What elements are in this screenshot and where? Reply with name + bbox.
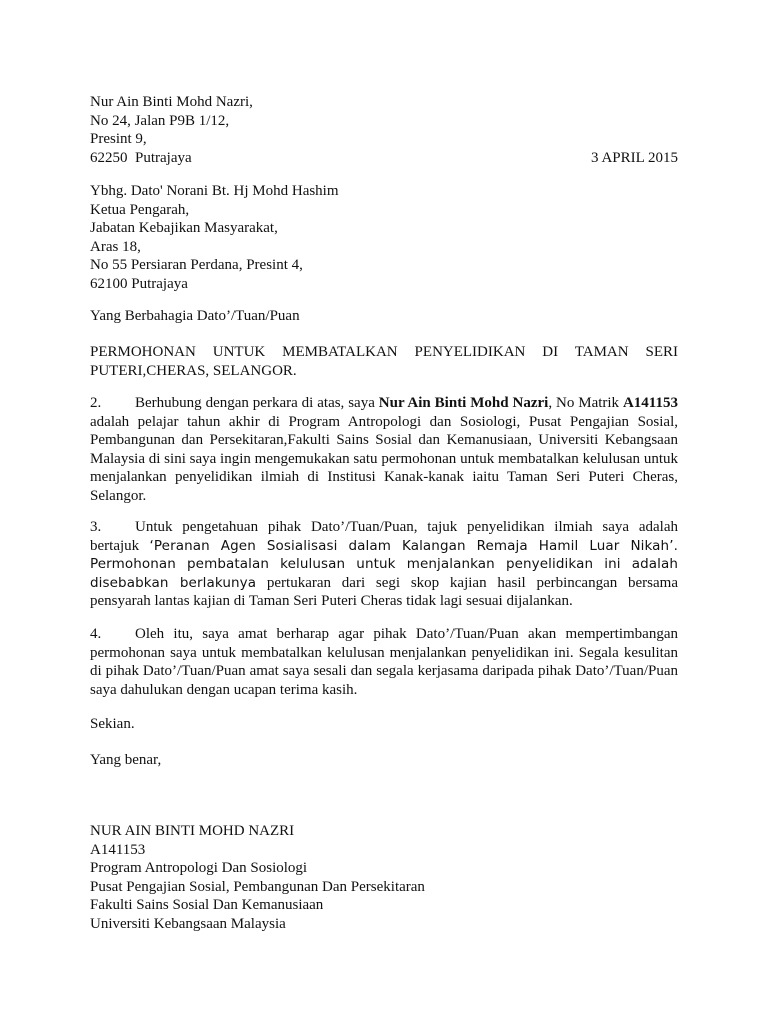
student-name: Nur Ain Binti Mohd Nazri — [378, 395, 549, 411]
paragraph-3-part-2: pertukaran dari segi skop kajian hasil perbincangan bersama pensyarah lantas kajian di Taman Seri Puteri Cheras tidak lagi sesuai dijalankan. — [90, 574, 678, 609]
paragraph-2-part-2: , No Matrik — [548, 395, 623, 411]
closing-yang-benar-text: Yang benar, — [90, 752, 162, 768]
signature-centre: Pusat Pengajian Sosial, Pembangunan Dan Persekitaran — [90, 878, 425, 895]
signature-name: NUR AIN BINTI MOHD NAZRI — [90, 823, 295, 839]
sender-address-line-1: No 24, Jalan P9B 1/12, — [90, 112, 230, 129]
paragraph-3-part-1: Untuk pengetahuan pihak Dato’/Tuan/Puan, tajuk penyelidikan ilmiah saya adalah bertajuk — [90, 519, 678, 554]
paragraph-4-number: 4. — [90, 626, 102, 642]
paragraph-2-part-1: Berhubung dengan perkara di atas, saya — [135, 395, 379, 411]
sender-address — [90, 93, 678, 167]
paragraph-4-body: Oleh itu, saya amat berharap agar pihak Dato’/Tuan/Puan akan mempertimbangan permohonan saya untuk membatalkan kelulusan menjalankan penyelidikan ini. Segala kesulitan di pihak Dato’/Tuan/Puan amat saya sesali dan segala kerjasama daripada pihak Dato’/Tuan/Puan saya dahulukan dengan ucapan terima kasih. — [90, 626, 678, 698]
signature-university: Universiti Kebangsaan Malaysia — [90, 915, 286, 932]
signature-block — [90, 822, 678, 933]
paragraph-2-text — [90, 394, 678, 505]
sender-name: Nur Ain Binti Mohd Nazri, — [90, 94, 253, 110]
subject-text: PERMOHONAN UNTUK MEMBATALKAN PENYELIDIKAN DI TAMAN SERI PUTERI,CHERAS, SELANGOR. — [90, 344, 678, 379]
recipient-name: Ybhg. Dato' Norani Bt. Hj Mohd Hashim — [90, 183, 339, 199]
signature-matric-number: A141153 — [90, 841, 146, 858]
recipient-floor: Aras 18, — [90, 238, 141, 255]
recipient-title: Ketua Pengarah, — [90, 201, 190, 218]
subject — [90, 343, 678, 380]
paragraph-3-text — [90, 518, 678, 611]
paragraph-4-text — [90, 625, 678, 699]
paragraph-2 — [90, 394, 678, 505]
signature-faculty: Fakulti Sains Sosial Dan Kemanusiaan — [90, 897, 324, 913]
recipient-street: No 55 Persiaran Perdana, Presint 4, — [90, 257, 303, 273]
signature-program: Program Antropologi Dan Sosiologi — [90, 860, 308, 876]
closing-sekian-text: Sekian. — [90, 716, 135, 732]
paragraph-4 — [90, 625, 678, 699]
salutation — [90, 307, 678, 326]
paragraph-2-part-3: adalah pelajar tahun akhir di Program Antropologi dan Sosiologi, Pusat Pengajian Sosial, Pembangunan dan Persekitaran,Fakulti Sains Sosial dan Kemanusiaan, Universiti Kebangsaan Malaysia di sini saya ingin mengemukakan satu permohonan untuk membatalkan kelulusan untuk menjalankan penyelidikan ilmiah di Institusi Kanak-kanak iaitu Taman Seri Puteri Cheras, Selangor. — [90, 413, 678, 504]
research-title: ‘Peranan Agen Sosialisasi dalam Kalangan Remaja Hamil Luar Nikah’. Permohonan pembatalan kelulusan untuk menjalankan penyelidikan ini adalah disebabkan berlakunya — [90, 537, 678, 591]
letter-date: 3 APRIL 2015 — [591, 149, 678, 166]
sender-address-line-2: Presint 9, — [90, 131, 147, 147]
recipient-department: Jabatan Kebajikan Masyarakat, — [90, 220, 278, 236]
closing-sekian — [90, 715, 678, 734]
paragraph-2-number: 2. — [90, 395, 102, 411]
matric-number: A141153 — [622, 395, 678, 411]
recipient-address — [90, 182, 678, 293]
sender-postcode-city: 62250 Putrajaya — [90, 149, 192, 166]
paragraph-3-number: 3. — [90, 519, 102, 535]
paragraph-3 — [90, 518, 678, 611]
salutation-text: Yang Berbahagia Dato’/Tuan/Puan — [90, 308, 300, 324]
closing-yang-benar — [90, 751, 678, 770]
recipient-postcode-city: 62100 Putrajaya — [90, 275, 188, 292]
